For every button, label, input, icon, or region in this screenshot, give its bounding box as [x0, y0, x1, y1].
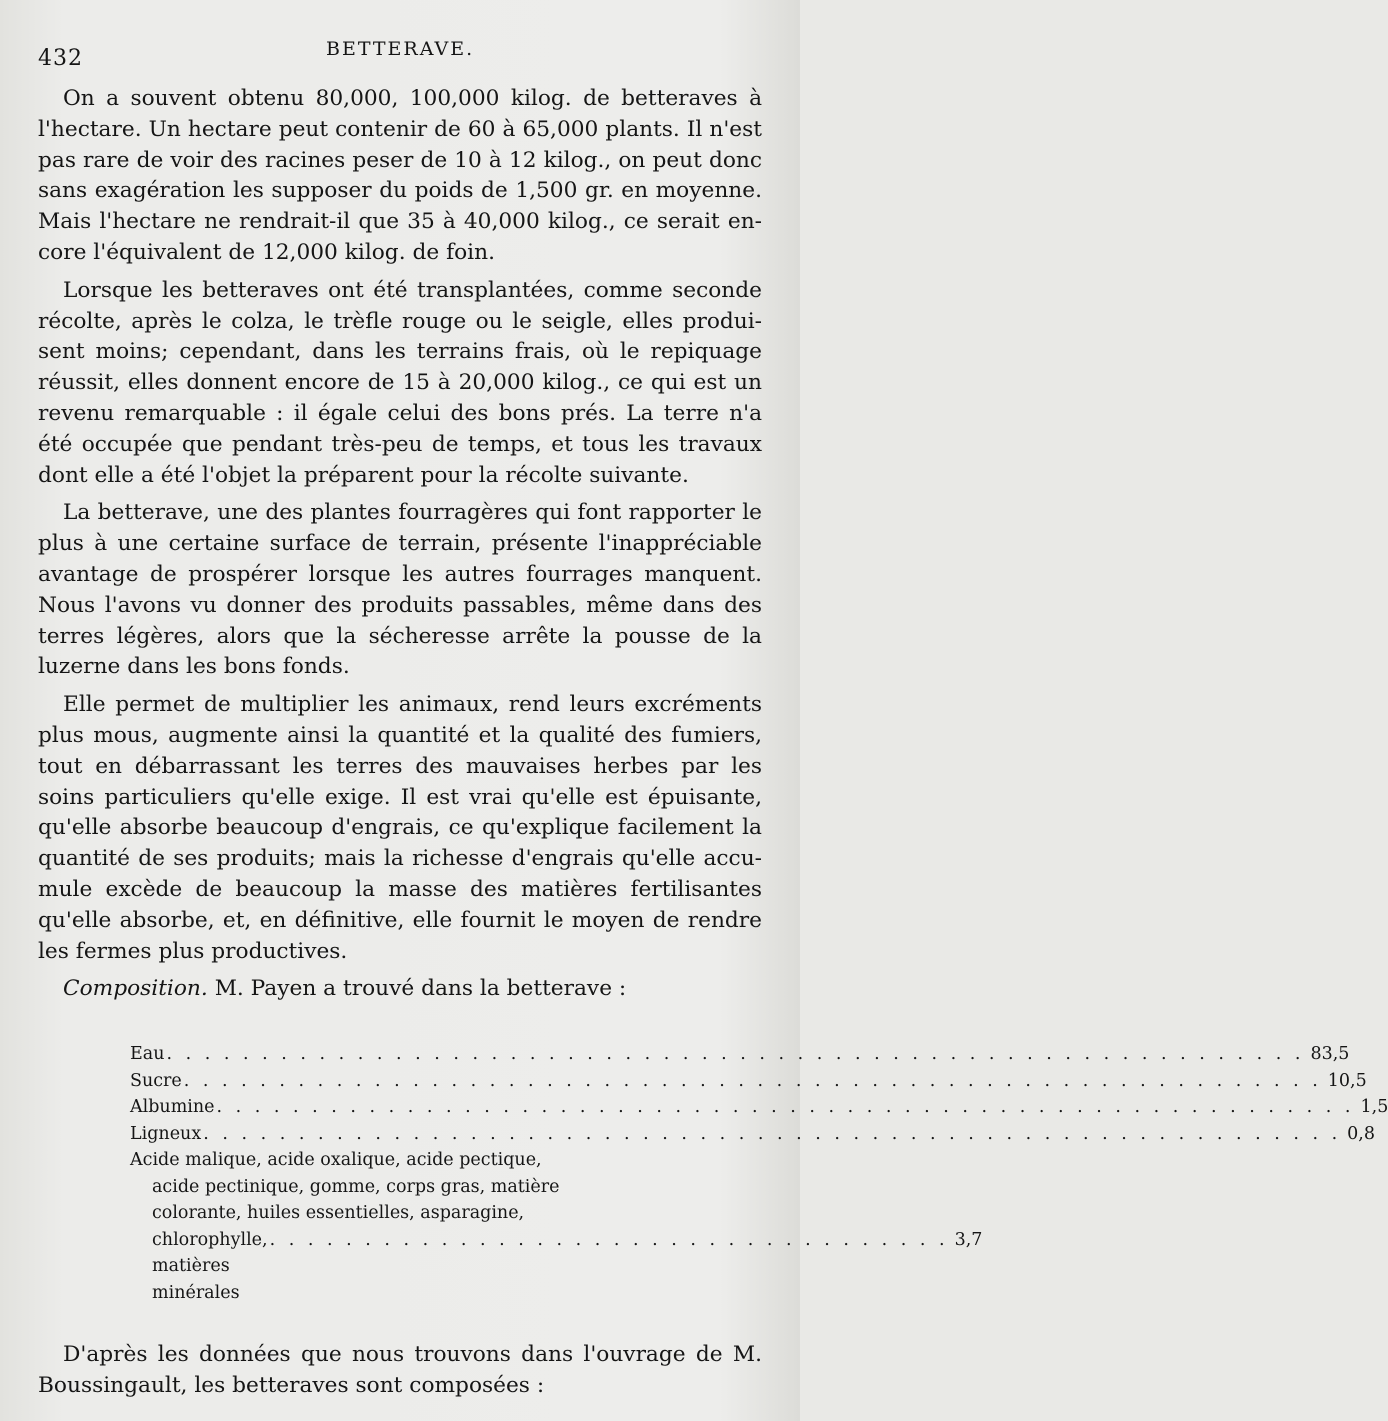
composition-table	[130, 1041, 1388, 1306]
component-name: Sucre	[130, 1070, 182, 1091]
paragraph-transplant: Lorsque les betteraves ont été transplantées, comme seconde récolte, après le colza, le trèfle rouge ou le seigle, elles produisent moins; cependant, dans les terrains frais, où le repiquage réussit, elles donnent encore de 15 à 20,000 kilog., ce qui est un revenu remarquable : il égale celui des bons prés. La terre n'a été occupée que pendant très-peu de temps, et tous les travaux dont elle a été l'objet la préparent pour la récolte suivante.	[38, 277, 762, 488]
multiline-continuation	[130, 1174, 690, 1201]
component-name: Eau	[130, 1044, 165, 1065]
dot-leader: . . . . . . . . . . . . . . . . . . . . . . . . . . . . . . . . . . . . . . . . . . . . . . . . . . . . . . . . . . . .	[203, 1123, 1342, 1144]
table-row-multiline	[130, 1147, 983, 1306]
component-value: 83,5	[1310, 1044, 1350, 1065]
paragraph-yield: On a souvent obtenu 80,000, 100,000 kilog. de betteraves à l'hectare. Un hectare peut contenir de 60 à 65,000 plants. Il n'est pas rare de voir des racines peser de 10 à 12 kilog., on peut donc sans exagération les supposer du poids de 1,500 gr. en moyenne. Mais l'hectare ne rendrait-il que 35 à 40,000 kilog., ce serait encore l'équivalent de 12,000 kilog. de foin.	[38, 86, 762, 265]
table-row	[130, 1068, 1367, 1095]
dot-leader: . . . . . . . . . . . . . . . . . . . . . . . . . . . . . . . . . . . . . . . . . . . . . . . . . . . . . . . . . . . .	[166, 1044, 1305, 1065]
component-value: 10,5	[1327, 1070, 1367, 1091]
component-name-cont: chlorophylle, matières minérales	[152, 1229, 268, 1303]
body-text	[38, 84, 762, 1005]
component-name-cont: acide pectinique, gomme, corps gras, matière	[152, 1176, 560, 1197]
page-number: 432	[38, 46, 83, 71]
composition-label: Composition.	[63, 976, 208, 1002]
paragraph-advantages: La betterave, une des plantes fourragères qui font rapporter le plus à une certaine surface de terrain, présente l'inappréciable avantage de prospérer lorsque les autres fourrages manquent. Nous l'avons vu donner des produits passables, même dans des terres légères, alors que la sécheresse arrête la pousse de la luzerne dans les bons fonds.	[38, 500, 762, 680]
composition-intro	[38, 974, 762, 1005]
component-name: Albumine	[130, 1097, 215, 1118]
component-value: 1,5	[1360, 1097, 1388, 1118]
component-name: Acide malique, acide oxalique, acide pectique,	[130, 1150, 542, 1171]
component-name: Ligneux	[130, 1123, 202, 1144]
component-value: 3,7	[954, 1229, 983, 1250]
running-title: BETTERAVE.	[326, 38, 475, 60]
multiline-continuation	[130, 1200, 690, 1227]
multiline-last	[130, 1227, 983, 1307]
paragraph-closing: D'après les données que nous trouvons dans l'ouvrage de M. Boussingault, les betteraves sont composées :	[38, 1342, 762, 1398]
dot-leader: . . . . . . . . . . . . . . . . . . . . . . . . . . . . . . . . . . . .	[269, 1229, 949, 1250]
paragraph-animals: Elle permet de multiplier les animaux, rend leurs excréments plus mous, augmente ainsi la quantité et la qualité des fumiers, tout en débarrassant les terres des mauvaises herbes par les soins particuliers qu'elle exige. Il est vrai qu'elle est épuisante, qu'elle absorbe beaucoup d'engrais, ce qu'explique facilement la quantité de ses produits; mais la richesse d'engrais qu'elle accumule excède de beaucoup la masse des matières fertilisantes qu'elle absorbe, et, en définitive, elle fournit le moyen de rendre les fermes plus productives.	[38, 692, 762, 964]
body-text-closing	[38, 1340, 762, 1402]
component-name-cont: colorante, huiles essentielles, asparagine,	[152, 1203, 525, 1224]
table-row	[130, 1041, 1350, 1068]
table-row	[130, 1121, 1376, 1148]
running-head	[38, 36, 762, 84]
component-value: 0,8	[1347, 1123, 1376, 1144]
dot-leader: . . . . . . . . . . . . . . . . . . . . . . . . . . . . . . . . . . . . . . . . . . . . . . . . . . . . . . . . . . . .	[216, 1097, 1355, 1118]
table-row	[130, 1094, 1388, 1121]
composition-intro-text: M. Payen a trouvé dans la betterave :	[207, 976, 627, 1002]
dot-leader: . . . . . . . . . . . . . . . . . . . . . . . . . . . . . . . . . . . . . . . . . . . . . . . . . . . . . . . . . . . .	[183, 1070, 1322, 1091]
multiline-first	[130, 1147, 690, 1174]
